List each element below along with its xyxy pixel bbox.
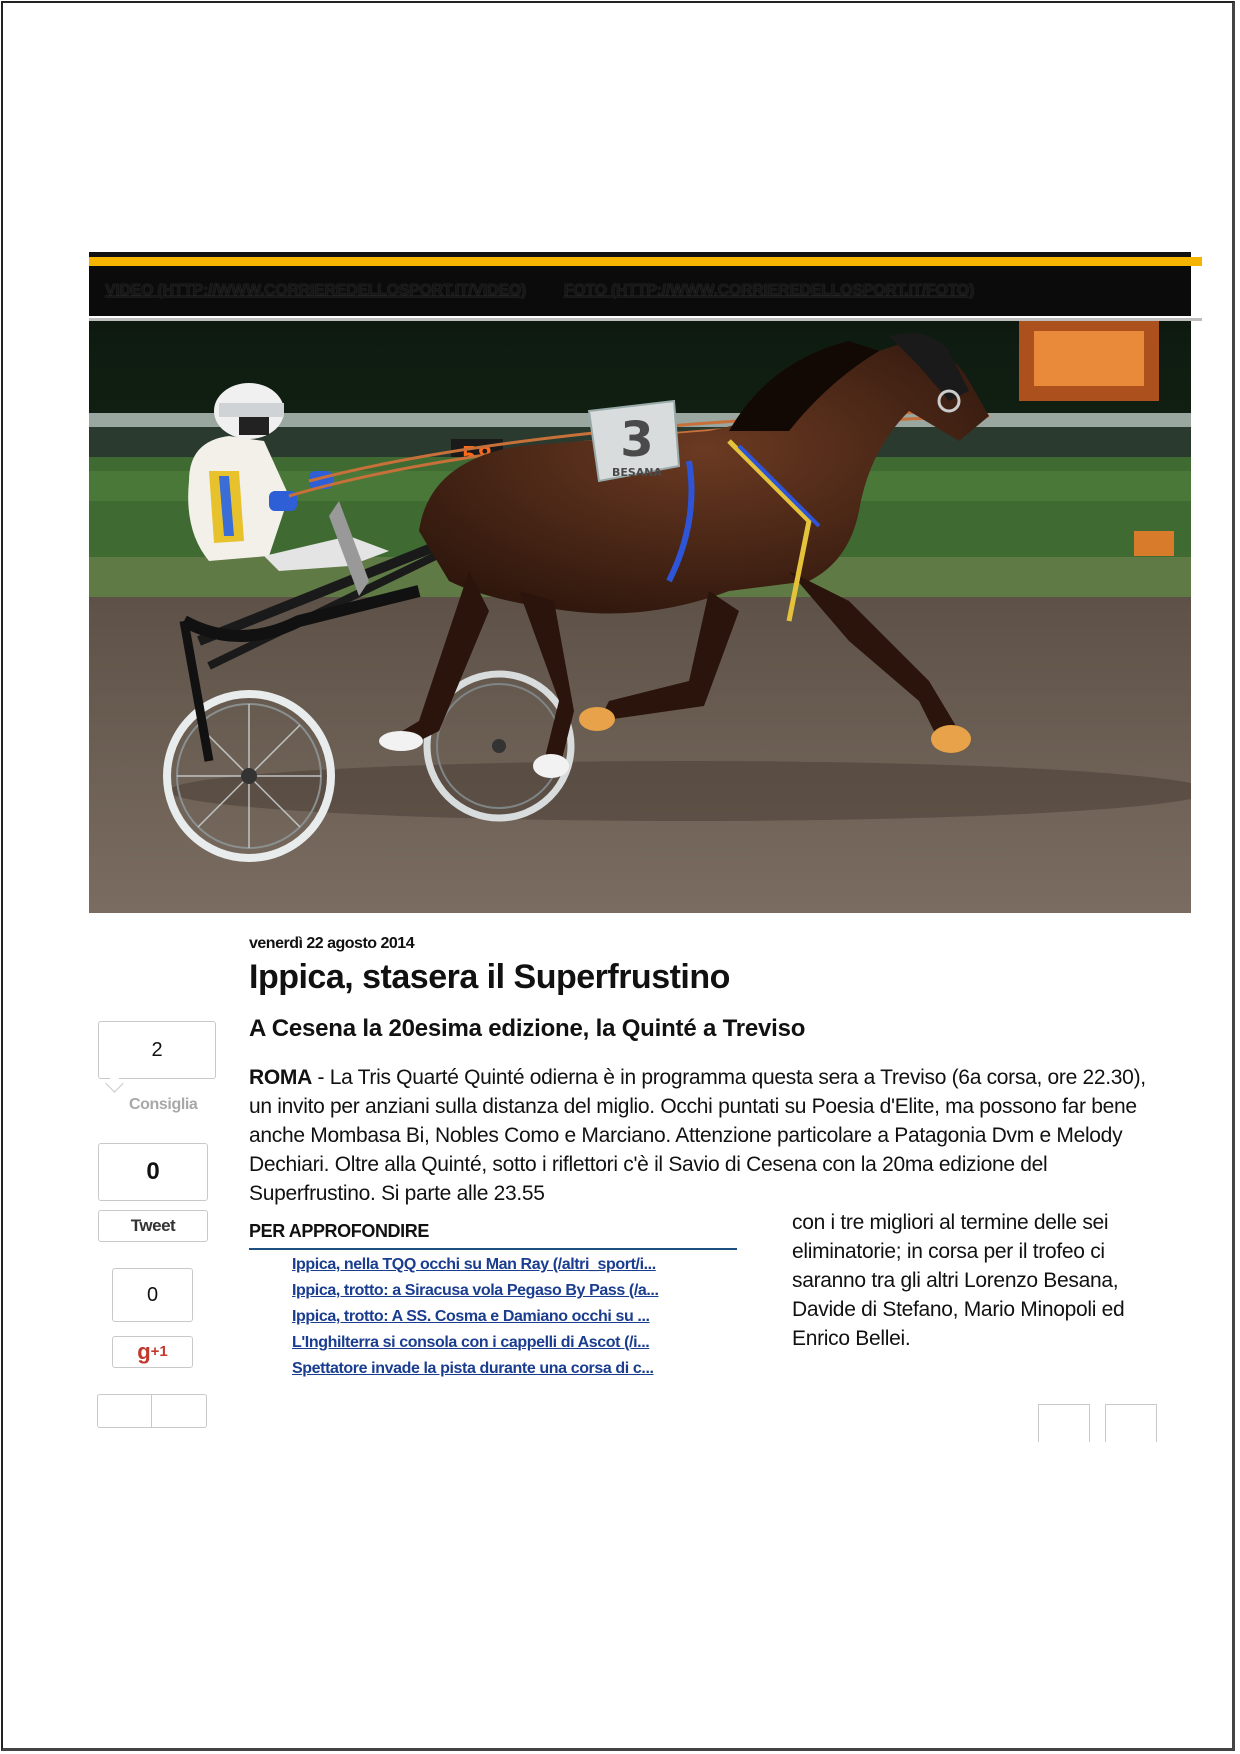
google-plus-button[interactable] <box>112 1336 193 1368</box>
article-body-continued: con i tre migliori al termine delle sei eliminatorie; in corsa per il trofeo ci saranno tra gli altri Lorenzo Besana, Davide di Stefano, Mario Minopoli ed Enrico Bellei. <box>792 1211 1125 1350</box>
related-list <box>292 1256 732 1386</box>
article-body <box>249 1063 1154 1208</box>
harness-racing-photo <box>89 321 1191 913</box>
tweet-button[interactable]: Tweet <box>98 1210 208 1242</box>
widget-placeholder-right <box>1105 1404 1157 1442</box>
hero-photo <box>89 321 1191 913</box>
google-plus-icon: g <box>137 1339 151 1364</box>
saddle-name: BESANA <box>611 466 663 479</box>
related-link[interactable]: Ippica, trotto: a Siracusa vola Pegaso By Pass (/a... <box>292 1282 659 1299</box>
saddle-number: 3 <box>620 412 654 468</box>
related-link[interactable]: Ippica, nella TQQ occhi su Man Ray (/altri_sport/i... <box>292 1256 656 1273</box>
tweet-count-bubble: 0 <box>98 1143 208 1201</box>
related-heading: PER APPROFONDIRE <box>249 1221 737 1250</box>
widget-placeholder-left <box>1038 1404 1090 1442</box>
nav-link-video[interactable]: VIDEO (HTTP://WWW.CORRIEREDELLOSPORT.IT/VIDEO) <box>105 282 526 299</box>
article-dateline: ROMA <box>249 1066 312 1089</box>
related-link[interactable]: Spettatore invade la pista durante una corsa di c... <box>292 1360 654 1377</box>
share-widget-divider <box>151 1395 152 1427</box>
article-date: venerdì 22 agosto 2014 <box>249 935 415 952</box>
article-body-text: - La Tris Quarté Quinté odierna è in programma questa sera a Treviso (6a corsa, ore 22.30), un invito per anziani sulla distanza del miglio. Occhi puntati su Poesia d'Elite, ma possono far bene anche Mombasa Bi, Nobles Como e Marciano. Attenzione particolare a Patagonia Dvm e Melody Dechiari. Oltre alla Quinté, sotto i riflettori c'è il Savio di Cesena con la 20ma edizione del Superfrustino. Si parte alle 23.55 <box>249 1066 1146 1205</box>
related-link[interactable]: Ippica, trotto: A SS. Cosma e Damiano occhi su ... <box>292 1308 650 1325</box>
share-widget[interactable] <box>97 1394 207 1428</box>
nav-link-foto[interactable]: FOTO (HTTP://WWW.CORRIEREDELLOSPORT.IT/FOTO) <box>563 282 975 299</box>
like-count-bubble: 2 <box>98 1021 216 1079</box>
related-link[interactable]: L'Inghilterra si consola con i cappelli di Ascot (/i... <box>292 1334 650 1351</box>
like-button[interactable]: Consiglia <box>129 1096 198 1113</box>
nav-bar <box>89 266 1191 316</box>
saddle-number-pad <box>589 401 679 481</box>
plus-one-label: +1 <box>150 1343 168 1360</box>
plusone-count-bubble: 0 <box>112 1268 193 1322</box>
article-title: Ippica, stasera il Superfrustino <box>249 958 730 996</box>
article-subtitle: A Cesena la 20esima edizione, la Quinté a Treviso <box>249 1015 806 1042</box>
nav-accent-stripe <box>89 257 1202 266</box>
sulky-wheel-rear <box>167 694 331 858</box>
